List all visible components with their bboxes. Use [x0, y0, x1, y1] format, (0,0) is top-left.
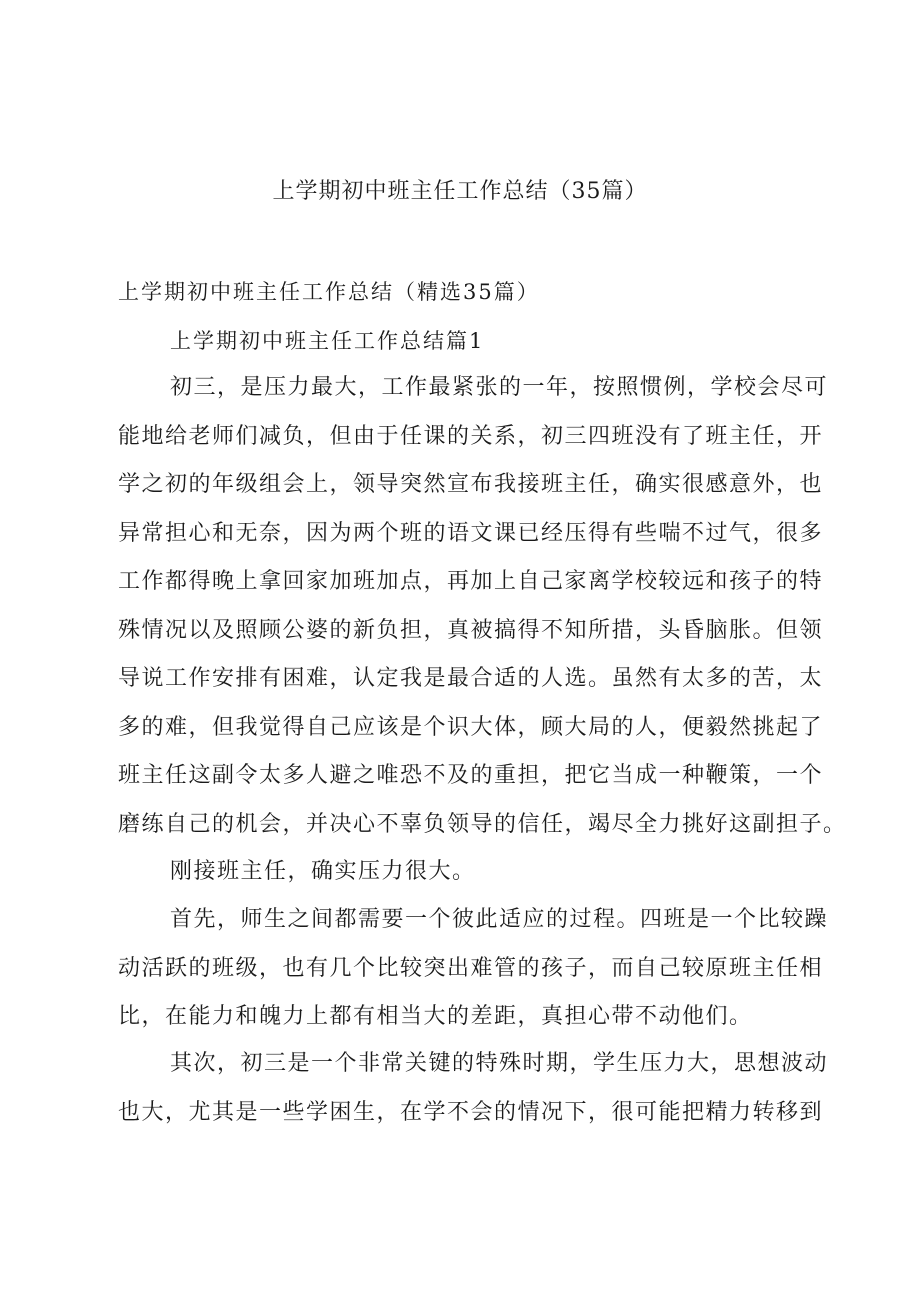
document-title: 上学期初中班主任工作总结（35篇） [272, 179, 648, 204]
paragraph-3 [118, 896, 829, 1042]
paragraph-line: 班主任这副令太多人避之唯恐不及的重担，把它当成一种鞭策，一个 [118, 763, 824, 788]
paragraph-line: 刚接班主任，确实压力很大。 [170, 859, 476, 884]
paragraph-line: 异常担心和无奈，因为两个班的语文课已经压得有些喘不过气，很多 [118, 520, 824, 546]
paragraph-line: 殊情况以及照顾公婆的新负担，真被搞得不知所措，头昏脑胀。但领 [118, 617, 824, 643]
paragraph-line: 学之初的年级组会上，领导突然宣布我接班主任，确实很感意外，也 [118, 472, 824, 497]
paragraph-line: 其次，初三是一个非常关键的特殊时期，学生压力大，思想波动 [170, 1051, 829, 1076]
document-subtitle: 上学期初中班主任工作总结（精选35篇） [118, 280, 540, 304]
paragraph-2 [118, 848, 824, 897]
section-heading: 上学期初中班主任工作总结篇1 [170, 329, 485, 353]
paragraph-line: 磨练自己的机会，并决心不辜负领导的信任，竭尽全力挑好这副担子。 [118, 811, 847, 837]
paragraph-1 [118, 364, 847, 849]
paragraph-4 [118, 1040, 829, 1137]
paragraph-line: 多的难，但我觉得自己应该是个识大体，顾大局的人，便毅然挑起了 [118, 714, 824, 740]
paragraph-line: 也大，尤其是一些学困生，在学不会的情况下，很可能把精力转移到 [118, 1099, 824, 1125]
paragraph-line: 工作都得晚上拿回家加班加点，再加上自己家离学校较远和孩子的特 [118, 569, 824, 594]
paragraph-line: 能地给老师们减负，但由于任课的关系，初三四班没有了班主任，开 [118, 423, 824, 449]
paragraph-line: 动活跃的班级，也有几个比较突出难管的孩子，而自己较原班主任相 [118, 955, 824, 981]
paragraph-line: 导说工作安排有困难，认定我是最合适的人选。虽然有太多的苦，太 [118, 666, 824, 691]
paragraph-line: 比，在能力和魄力上都有相当大的差距，真担心带不动他们。 [118, 1004, 753, 1029]
paragraph-line: 初三，是压力最大，工作最紧张的一年，按照惯例，学校会尽可 [170, 375, 829, 400]
paragraph-line: 首先，师生之间都需要一个彼此适应的过程。四班是一个比较躁 [170, 907, 829, 932]
